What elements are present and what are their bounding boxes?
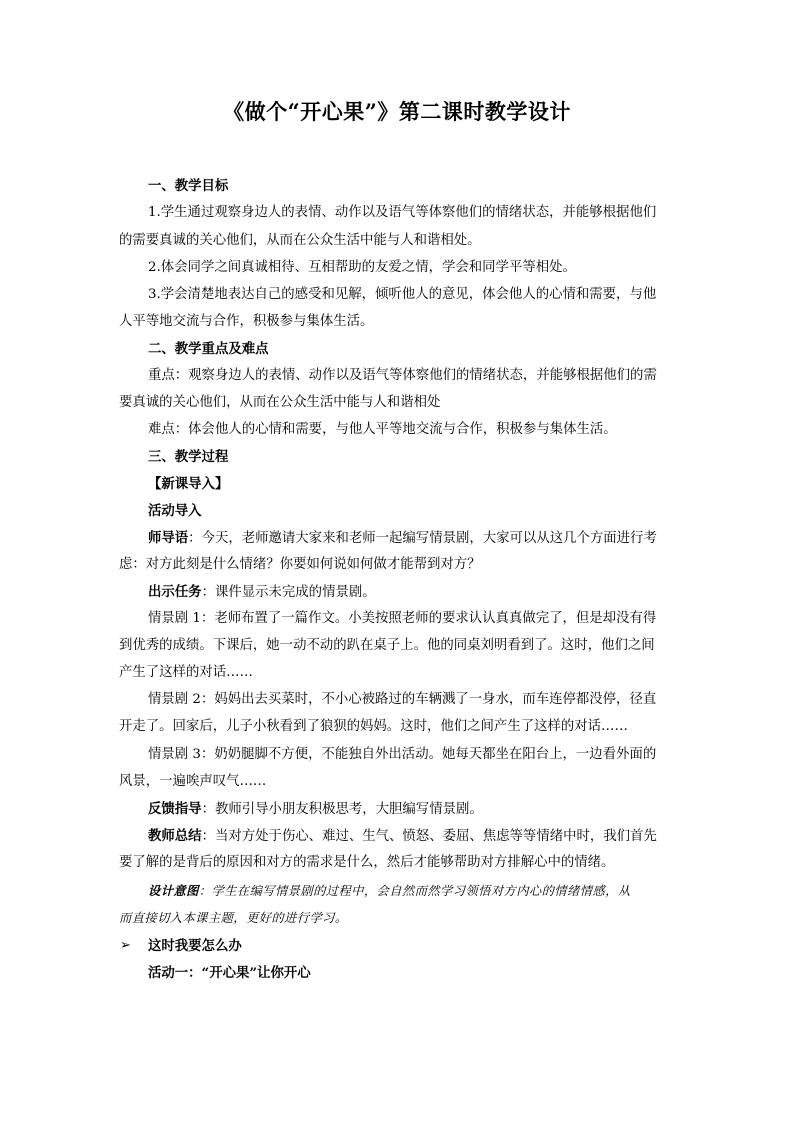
teacher-guide-line-2: 虑：对方此刻是什么情绪？你要如何说如何做才能帮到对方？ (119, 557, 481, 572)
bullet-arrow-icon: ➢ (120, 938, 131, 953)
new-lesson-heading: 【新课导入】 (148, 476, 229, 492)
section-heading-objectives: 一、教学目标 (148, 178, 229, 194)
scene-1-line-1: 情景剧 1：老师布置了一篇作文。小美按照老师的要求认认真真做完了，但是却没有得 (148, 611, 657, 626)
activity-1-heading: 活动一：“开心果”让你开心 (148, 965, 311, 981)
feedback-label: 反馈指导 (148, 801, 202, 817)
summary-line-2: 要了解的是背后的原因和对方的需求是什么，然后才能够帮助对方排解心中的情绪。 (119, 855, 615, 870)
objective-3-line-2: 人平等地交流与合作，积极参与集体生活。 (119, 314, 374, 329)
objective-1-line-2: 的需要真诚的关心他们，从而在公众生活中能与人和谐相处。 (119, 233, 481, 248)
section-heading-process: 三、教学过程 (148, 449, 229, 465)
task-text: ：课件显示未完成的情景剧。 (201, 585, 376, 600)
scene-3-line-1: 情景剧 3：奶奶腿脚不方便，不能独自外出活动。她每天都坐在阳台上，一边看外面的 (148, 747, 657, 762)
design-intent-line-1 (148, 881, 631, 901)
scene-1-line-3: 产生了这样的对话…… (119, 665, 253, 680)
key-point-line-1: 重点：观察身边人的表情、动作以及语气等体察他们的情绪状态，并能够根据他们的需 (148, 368, 657, 383)
feedback-line (148, 799, 483, 820)
activity-intro-heading: 活动导入 (148, 503, 202, 519)
task-label: 出示任务 (148, 584, 202, 600)
summary-text: ：当对方处于伤心、难过、生气、愤怒、委屈、焦虑等等情绪中时，我们首先 (201, 829, 657, 844)
objective-3-line-1: 3.学会清楚地表达自己的感受和见解，倾听他人的意见，体会他人的心情和需要，与他 (148, 287, 657, 302)
scene-3-line-2: 风景，一遍唉声叹气…… (119, 774, 267, 789)
summary-line-1 (148, 826, 657, 847)
scene-2-line-1: 情景剧 2：妈妈出去买菜时，不小心被路过的车辆溅了一身水，而车连停都没停，径直 (148, 692, 657, 707)
design-intent-text: ：学生在编写情景剧的过程中，会自然而然学习领悟对方内心的情绪情感，从 (198, 884, 631, 898)
what-to-do-heading: 这时我要怎么办 (148, 938, 242, 954)
key-point-line-2: 要真诚的关心他们，从而在公众生活中能与人和谐相处 (119, 395, 441, 410)
design-intent-label: 设计意图 (148, 883, 199, 898)
section-heading-key-points: 二、教学重点及难点 (148, 341, 269, 357)
objective-2: 2.体会同学之间真诚相待、互相帮助的友爱之情，学会和同学平等相处。 (148, 260, 576, 275)
scene-2-line-2: 开走了。回家后，儿子小秋看到了狼狈的妈妈。这时，他们之间产生了这样的对话…… (119, 719, 628, 734)
scene-1-line-2: 到优秀的成绩。下课后，她一动不动的趴在桌子上。他的同桌刘明看到了。这时，他们之间 (119, 638, 655, 653)
design-intent-line-2: 而直接切入本课主题，更好的进行学习。 (119, 911, 348, 925)
page-title: 《做个“开心果”》第二课时教学设计 (223, 99, 571, 124)
teacher-guide-text: ：今天，老师邀请大家来和老师一起编写情景剧，大家可以从这几个方面进行考 (188, 531, 657, 546)
feedback-text: ：教师引导小朋友积极思考，大胆编写情景剧。 (201, 802, 483, 817)
teacher-guide-label: 师导语 (148, 530, 189, 546)
objective-1-line-1: 1.学生通过观察身边人的表情、动作以及语气等体察他们的情绪状态，并能够根据他们 (148, 205, 657, 220)
difficulty: 难点：体会他人的心情和需要，与他人平等地交流与合作，积极参与集体生活。 (148, 422, 617, 437)
teacher-guide-line-1 (148, 528, 657, 549)
task-line (148, 582, 376, 603)
summary-label: 教师总结 (148, 828, 202, 844)
